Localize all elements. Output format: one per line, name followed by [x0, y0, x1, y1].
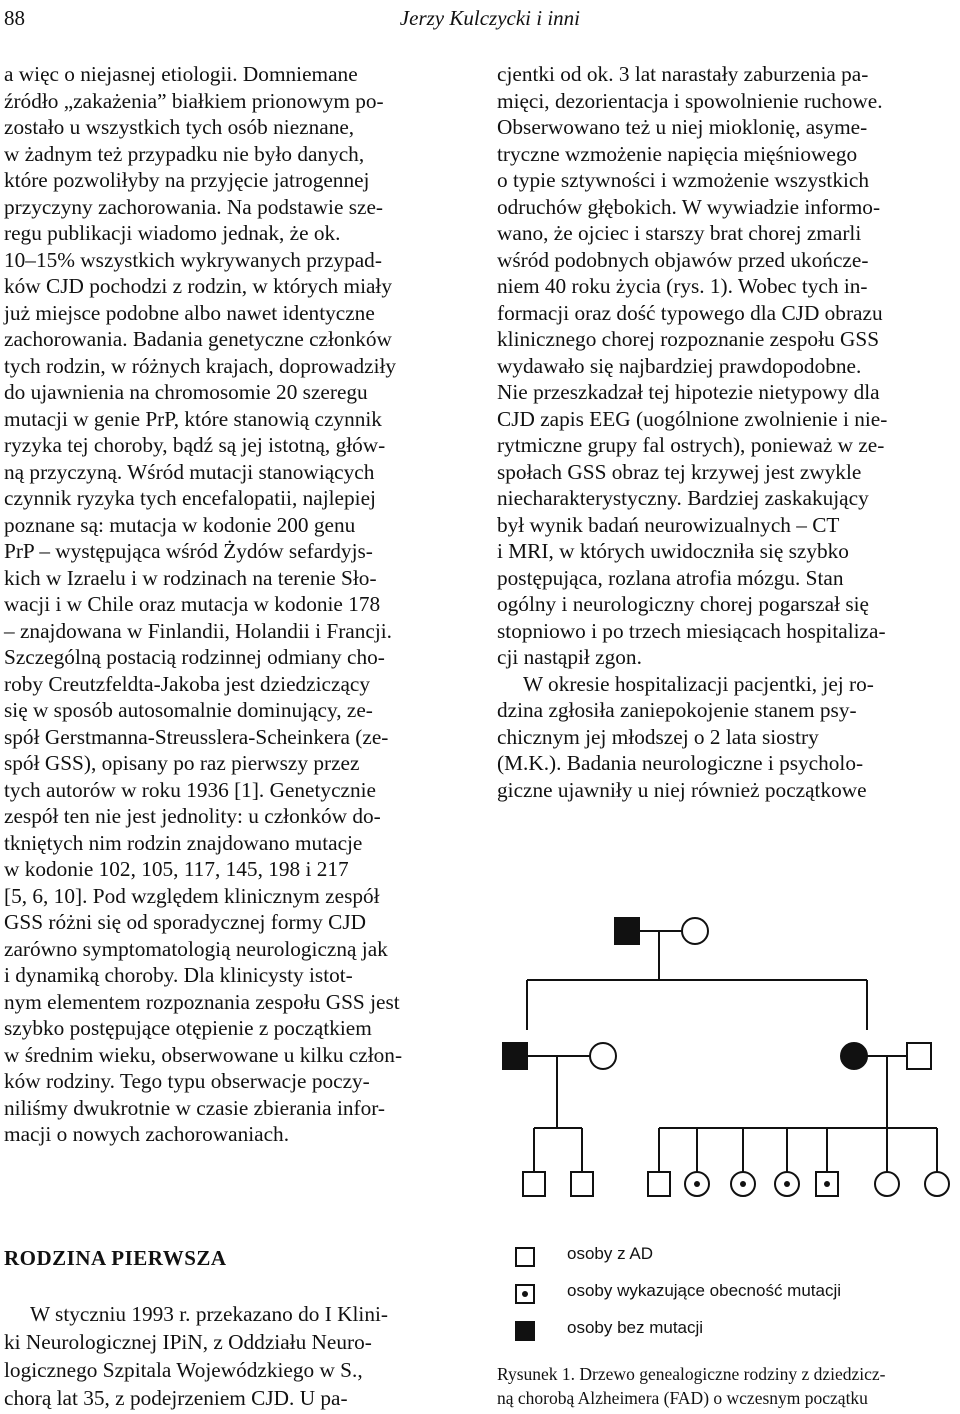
legend-item	[515, 1281, 955, 1318]
dotted-square-icon	[515, 1284, 535, 1304]
affected-male-symbol	[615, 918, 639, 944]
right-column	[497, 61, 959, 803]
male-symbol	[648, 1172, 670, 1196]
running-header	[4, 6, 956, 36]
mutation-dot-icon	[784, 1181, 790, 1187]
mutation-dot-icon	[694, 1181, 700, 1187]
female-symbol	[925, 1172, 949, 1196]
legend-label: osoby z AD	[567, 1244, 653, 1263]
open-square-icon	[515, 1247, 535, 1267]
female-symbol	[875, 1172, 899, 1196]
legend-item	[515, 1244, 955, 1281]
male-symbol	[571, 1172, 593, 1196]
pedigree-diagram	[497, 900, 960, 1230]
mutation-dot-icon	[740, 1181, 746, 1187]
mutation-dot-icon	[824, 1181, 830, 1187]
male-symbol	[907, 1043, 931, 1069]
page-number: 88	[4, 6, 25, 30]
section-body: W styczniu 1993 r. przekazano do I Klini- ki Neurologicznej IPiN, z Oddziału Neuro- logicznego Szpitala Wojewódzkiego w S., chorą lat 35, z podejrzeniem CJD. U pa-	[4, 1302, 389, 1410]
female-symbol	[682, 918, 708, 944]
legend-item	[515, 1318, 955, 1355]
body-paragraph: cjentki od ok. 3 lat narastały zaburzenia pa- mięci, dezorientacja i spowolnienie ruchowe. Obserwowano też u niej mioklonię, asyme- tryczne wzmożenie napięcia mięśniowego o typie sztywności i wzmożenie wszystkich odruchów głębokich. W wywiadzie informo- wano, że ojciec i starszy brat chorej zmarli wśród podobnych objawów przed ukończe- niem 40 roku życia (rys. 1). Wobec tych in- formacji oraz dość typowego dla CJD obrazu klinicznego chorej rozpoznanie zespołu GSS wydawało się najbardziej prawdopodobne. Nie przeszkadzał tej hipotezie nietypowy dla CJD zapis EEG (uogólnione zwolnienie i nie- rytmiczne grupy fal ostrych), ponieważ w ze- społach GSS obraz tej krzywej jest zwykle niecharakterystyczny. Bardziej zaskakujący był wynik badań neurowizualnych – CT i MRI, w których uwidoczniła się szybko postępująca, rozlana atrofia mózgu. Stan ogólny i neurologiczny chorej pogarszał się stopniowo i po trzech miesiącach hospitaliza- cji nastąpił zgon.	[497, 62, 888, 669]
body-paragraph: a więc o niejasnej etiologii. Domniemane źródło „zakażenia” białkiem prionowym po- zostało u wszystkich tych osób nieznane, w żadnym też przypadku nie było danych, które pozwoliłyby na przyjęcie jatrogennej przyczyny zachorowania. Na podstawie sze- regu publikacji wiadomo jednak, że ok. 10–15% wszystkich wykrywanych przypad- ków CJD pochodzi z rodzin, w których miały już miejsce podobne albo nawet identyczne zachorowania. Badania genetyczne członków tych rodzin, w różnych krajach, doprowadziły do ujawnienia na chromosomie 20 szeregu mutacji w genie PrP, które stanowią czynnik ryzyka tej choroby, bądź są jej istotną, głów- ną przyczyną. Wśród mutacji stanowiących czynnik ryzyka tych encefalopatii, najlepiej poznane są: mutacja w kodonie 200 genu PrP – występująca wśród Żydów sefardyjs- kich w Izraelu i w rodzinach na terenie Sło- wacji i w Chile oraz mutacja w kodonie 178 – znajdowana w Finlandii, Holandii i Francji.	[4, 62, 397, 643]
left-column	[4, 61, 466, 1148]
body-paragraph: W okresie hospitalizacji pacjentki, jej ro- dzina zgłosiła zaniepokojenie stanem psy- chicznym jej młodszej o 2 lata siostry (M.K.). Badania neurologiczne i psycholo- giczne ujawniły u niej również początkowe	[497, 671, 874, 802]
affected-female-symbol	[841, 1043, 867, 1069]
running-title: Jerzy Kulczycki i inni	[399, 6, 580, 30]
legend-label: osoby wykazujące obecność mutacji	[567, 1281, 842, 1300]
filled-square-icon	[515, 1321, 535, 1341]
female-symbol	[590, 1043, 616, 1069]
figure-caption: Rysunek 1. Drzewo genealogiczne rodziny z dziedzicz- ną chorobą Alzheimera (FAD) o wczesnym początku	[497, 1364, 886, 1408]
section-heading: RODZINA PIERWSZA	[4, 1246, 227, 1270]
body-paragraph: Szczególną postacią rodzinnej odmiany cho- roby Creutzfeldta-Jakoba jest dziedziczący się w sposób autosomalnie dominujący, ze- spół Gerstmanna-Streusslera-Scheinkera (ze- spół GSS), opisany po raz pierwszy przez tych autorów w roku 1936 [1]. Genetycznie zespół ten nie jest jednolity: u członków do- tkniętych nim rodzin znajdowano mutacje w kodonie 102, 105, 117, 145, 198 i 217 [5, 6, 10]. Pod względem klinicznym zespół GSS różni się od sporadycznej formy CJD zarówno symptomatologią neurologiczną jak i dynamiką choroby. Dla klinicysty istot- nym elementem rozpoznania zespołu GSS jest szybko postępujące otępienie z początkiem w średnim wieku, obserwowane u kilku człon- ków rodziny. Tego typu obserwacje poczy- niliśmy dwukrotnie w czasie zbierania infor- macji o nowych zachorowaniach.	[4, 645, 403, 1146]
legend-label: osoby bez mutacji	[567, 1318, 704, 1337]
male-symbol	[523, 1172, 545, 1196]
affected-male-symbol	[503, 1043, 527, 1069]
pedigree-legend	[515, 1244, 955, 1355]
